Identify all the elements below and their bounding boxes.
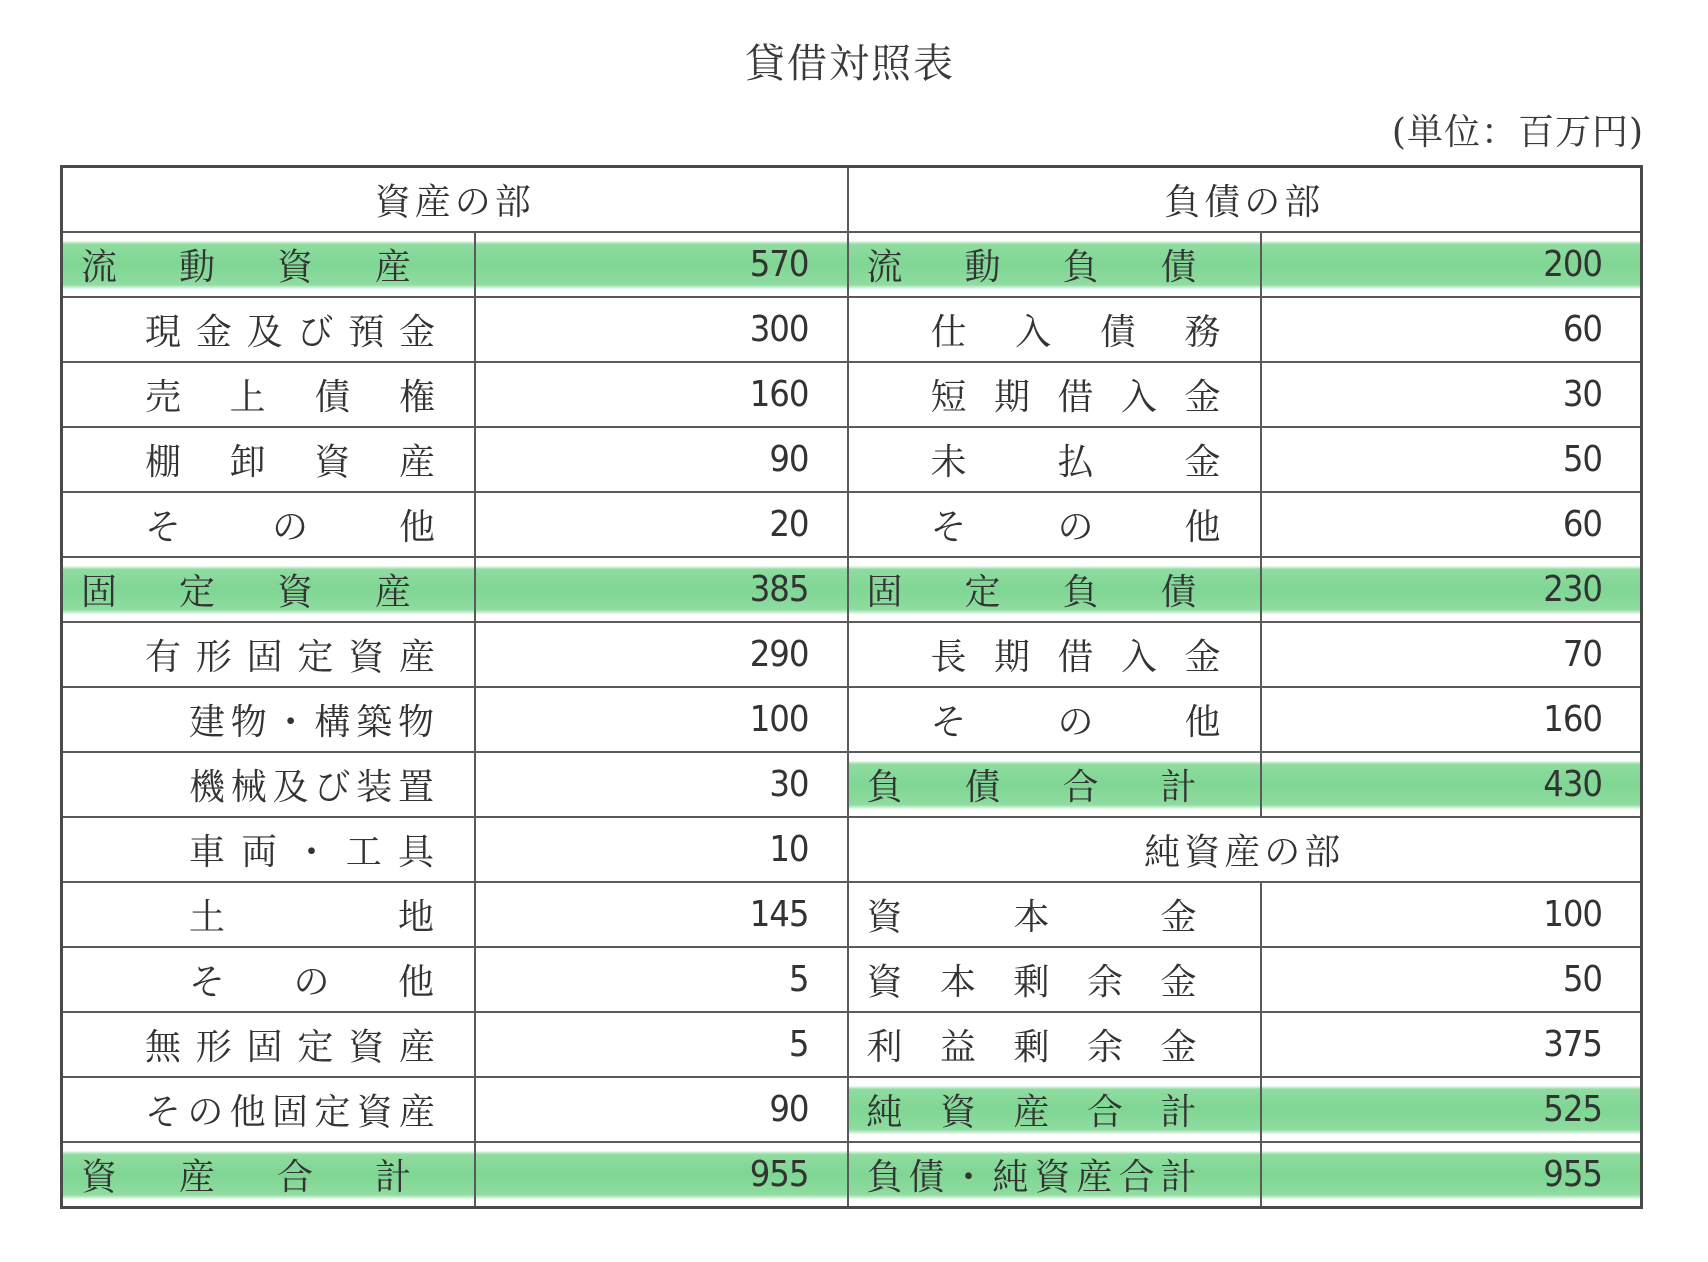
table-row [62,622,1642,687]
asset-item-value: 100 [475,687,848,752]
liability-label-cell [848,362,1261,427]
net-asset-item-value: 955 [1261,1142,1642,1208]
table-row [62,232,1642,297]
table-row [62,1077,1642,1142]
asset-item-value: 145 [475,882,848,947]
asset-item-value: 10 [475,817,848,882]
liability-item-value: 70 [1261,622,1642,687]
asset-label-cell [62,1012,475,1077]
asset-label-cell [62,622,475,687]
asset-item-label: 現金及び預金 [145,312,435,353]
net-asset-item-value: 525 [1261,1077,1642,1142]
net-asset-item-label: 資本金 [866,897,1197,938]
asset-item-value: 20 [475,492,848,557]
asset-item-value: 385 [475,557,848,622]
liability-item-label: その他 [930,702,1221,743]
liabilities-section-header: 負債の部 [848,167,1642,233]
table-row [62,752,1642,817]
asset-label-cell [62,557,475,622]
liability-item-value: 50 [1261,427,1642,492]
net-asset-label-cell [848,1077,1261,1142]
net-asset-item-label: 負債・純資産合計 [866,1157,1197,1198]
asset-label-cell [62,882,475,947]
liability-item-label: 固定負債 [866,572,1197,613]
table-row [62,882,1642,947]
assets-section-header: 資産の部 [62,167,848,233]
asset-item-label: 建物・構築物 [189,702,434,743]
table-row [62,362,1642,427]
asset-item-value: 300 [475,297,848,362]
table-row [62,947,1642,1012]
asset-item-label: 有形固定資産 [145,637,435,678]
liability-item-value: 230 [1261,557,1642,622]
net-asset-label-cell [848,947,1261,1012]
asset-item-label: 固定資産 [81,572,411,613]
net-asset-item-value: 100 [1261,882,1642,947]
table-row [62,297,1642,362]
asset-item-value: 5 [475,1012,848,1077]
liability-label-cell [848,232,1261,297]
liability-item-value: 200 [1261,232,1642,297]
net-asset-item-value: 375 [1261,1012,1642,1077]
net-asset-item-label: 利益剰余金 [866,1027,1197,1068]
liability-item-value: 60 [1261,297,1642,362]
asset-item-label: その他 [145,507,435,548]
header-row [62,167,1642,233]
asset-item-value: 160 [475,362,848,427]
net-asset-label-cell [848,882,1261,947]
asset-item-label: 土地 [189,897,434,938]
asset-label-cell [62,752,475,817]
liability-item-label: 負債合計 [866,767,1197,808]
asset-label-cell [62,947,475,1012]
liability-label-cell [848,492,1261,557]
liability-item-label: 長期借入金 [930,637,1221,678]
asset-item-label: 車両・工具 [189,832,434,873]
table-row [62,1012,1642,1077]
table-row [62,492,1642,557]
balance-sheet-table [60,165,1643,1209]
liability-item-value: 30 [1261,362,1642,427]
liability-label-cell [848,297,1261,362]
table-row [62,427,1642,492]
liability-item-label: 未払金 [930,442,1221,483]
asset-item-value: 570 [475,232,848,297]
asset-item-value: 30 [475,752,848,817]
unit-note: (単位：百万円) [1391,112,1644,153]
liability-item-value: 430 [1261,752,1642,817]
asset-label-cell [62,297,475,362]
asset-label-cell [62,427,475,492]
net-asset-item-label: 資本剰余金 [866,962,1197,1003]
net-asset-label-cell [848,1142,1261,1208]
asset-item-label: 資産合計 [81,1157,411,1198]
asset-label-cell [62,1077,475,1142]
asset-label-cell [62,492,475,557]
net-assets-section-header: 純資産の部 [848,817,1642,882]
liability-label-cell [848,622,1261,687]
liability-item-label: 流動負債 [866,247,1197,288]
liability-item-label: その他 [930,507,1221,548]
asset-item-value: 290 [475,622,848,687]
asset-item-label: 売上債権 [145,377,435,418]
table-row [62,687,1642,752]
net-asset-item-label: 純資産合計 [866,1092,1197,1133]
asset-item-value: 90 [475,427,848,492]
asset-label-cell [62,817,475,882]
net-asset-label-cell [848,1012,1261,1077]
asset-item-label: 機械及び装置 [189,767,434,808]
asset-item-value: 90 [475,1077,848,1142]
asset-label-cell [62,687,475,752]
table-row [62,557,1642,622]
liability-label-cell [848,752,1261,817]
asset-item-label: その他 [189,962,434,1003]
balance-sheet-body [62,167,1642,1208]
asset-item-label: 流動資産 [81,247,411,288]
liability-label-cell [848,427,1261,492]
liability-item-label: 仕入債務 [930,312,1221,353]
asset-label-cell [62,362,475,427]
net-asset-item-value: 50 [1261,947,1642,1012]
asset-label-cell [62,232,475,297]
liability-label-cell [848,557,1261,622]
asset-label-cell [62,1142,475,1208]
document-title: 貸借対照表 [745,41,955,87]
asset-item-label: 無形固定資産 [145,1027,435,1068]
asset-item-value: 5 [475,947,848,1012]
asset-item-label: 棚卸資産 [145,442,435,483]
table-row [62,1142,1642,1208]
asset-item-label: その他固定資産 [145,1092,435,1133]
liability-item-value: 60 [1261,492,1642,557]
liability-item-value: 160 [1261,687,1642,752]
liability-item-label: 短期借入金 [930,377,1221,418]
asset-item-value: 955 [475,1142,848,1208]
table-row [62,817,1642,882]
liability-label-cell [848,687,1261,752]
